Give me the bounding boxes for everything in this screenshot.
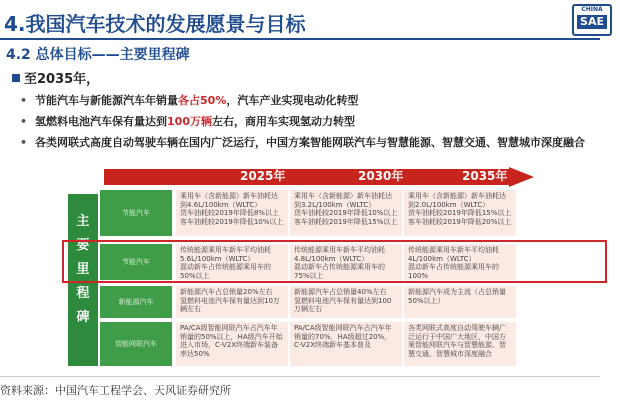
bullet-text: 各类网联式高度自动驾驶车辆在国内广泛运行，中国方案智能网联汽车与智慧能源、智慧交通、智慧城市深度融合 — [35, 136, 586, 149]
sidebar-char: 程 — [76, 286, 90, 301]
sidebar-char: 要 — [76, 238, 90, 253]
bullet-text: ，汽车产业实现电动化转型 — [226, 94, 359, 107]
highlight-box — [62, 240, 607, 283]
bullet-item — [20, 132, 620, 153]
section-subtitle: 4.2 总体目标——主要里程碑 — [6, 47, 190, 63]
milestone-cell: 乘用车（含新能源）新车油耗达到3.2L/100km（WLTC） 货车油耗较2019年降低10%以上 客车油耗较2019年降低15%以上 — [290, 190, 402, 236]
milestone-cell: 新能源汽车占总销量20%左右 氢燃料电池汽车保有量达到10万辆左右 — [176, 286, 288, 318]
bullet-text: 氢燃料电池汽车保有量达到 — [35, 115, 168, 128]
row-label: 智能网联汽车 — [100, 322, 172, 366]
milestone-cell: 各类网联式高度自动驾驶车辆广泛运行于中国广大地区，中国方案智能网联汽车与智慧能源、智慧交通、智慧城市深度融合 — [404, 322, 516, 366]
lead-line — [12, 68, 99, 87]
bullet-text: 节能汽车与新能源汽车年销量 — [35, 94, 179, 107]
bullet-highlight: 100万辆 — [167, 115, 212, 128]
row-label: 新能源汽车 — [100, 286, 172, 318]
bullet-text: 左右，商用车实现氢动力转型 — [212, 115, 355, 128]
logo-bottom-text: SAE — [577, 15, 607, 29]
row-label: 节能汽车 — [100, 244, 172, 280]
goal-bullets — [20, 90, 620, 153]
bullet-item — [20, 90, 620, 111]
year-label: 2025年 — [240, 169, 286, 183]
year-label: 2030年 — [358, 169, 404, 183]
sidebar-char: 碑 — [76, 310, 90, 325]
milestone-cell: PA/CA级智能网联汽车占汽车年销量的70%，HA级超过20%，C-V2X终端新车基本普及 — [290, 322, 402, 366]
square-bullet-icon — [12, 74, 20, 82]
milestone-cell: 乘用车（含新能源）新车油耗达到4.6L/100km（WLTC） 货车油耗较2019年降低8%以上 客车油耗较2019年降低10%以上 — [176, 190, 288, 236]
page-title: 4.我国汽车技术的发展愿景与目标 — [4, 12, 306, 36]
sidebar-char: 主 — [76, 214, 90, 229]
milestone-cell: 新能源汽车占总销量40%左右 氢燃料电池汽车保有量达到100万辆左右 — [290, 286, 402, 318]
milestone-cell: 新能源汽车成为主流（占总销量50%以上） — [404, 286, 516, 318]
milestone-cell: 传统能源乘用车新车平均油耗4.8L/100km（WLTC） 混动新车占传统能源乘用车的75%以上 — [290, 244, 402, 280]
footer-divider — [0, 376, 600, 377]
lead-text: 至2035年， — [24, 72, 100, 87]
bullet-highlight: 各占50% — [178, 94, 227, 107]
row-label: 节能汽车 — [100, 190, 172, 236]
sidebar-char: 里 — [76, 262, 90, 277]
bullet-item — [20, 111, 620, 132]
title-divider — [0, 38, 600, 40]
logo-top-text: CHINA — [581, 6, 603, 13]
year-label: 2035年 — [462, 169, 508, 183]
source-note: 资料来源：中国汽车工程学会、天风证券研究所 — [0, 384, 231, 397]
milestone-cell: 传统能源乘用车新车平均油耗5.6L/100km（WLTC） 混动新车占传统能源乘用车的50%以上 — [176, 244, 288, 280]
milestone-cell: PA/CA级智能网联汽车占汽车年销量的50%以上，HA级汽车开始进入市场，C-V2X终端新车装备率达50% — [176, 322, 288, 366]
milestone-cell: 乘用车（含新能源）新车油耗达到2.0L/100km（WLTC） 货车油耗较2019年降低15%以上 客车油耗较2019年降低20%以上 — [404, 190, 516, 236]
china-sae-logo — [572, 4, 612, 36]
milestone-cell: 传统能源乘用车新车平均油耗4L/100km（WLTC） 混动新车占传统能源乘用车的100% — [404, 244, 516, 280]
